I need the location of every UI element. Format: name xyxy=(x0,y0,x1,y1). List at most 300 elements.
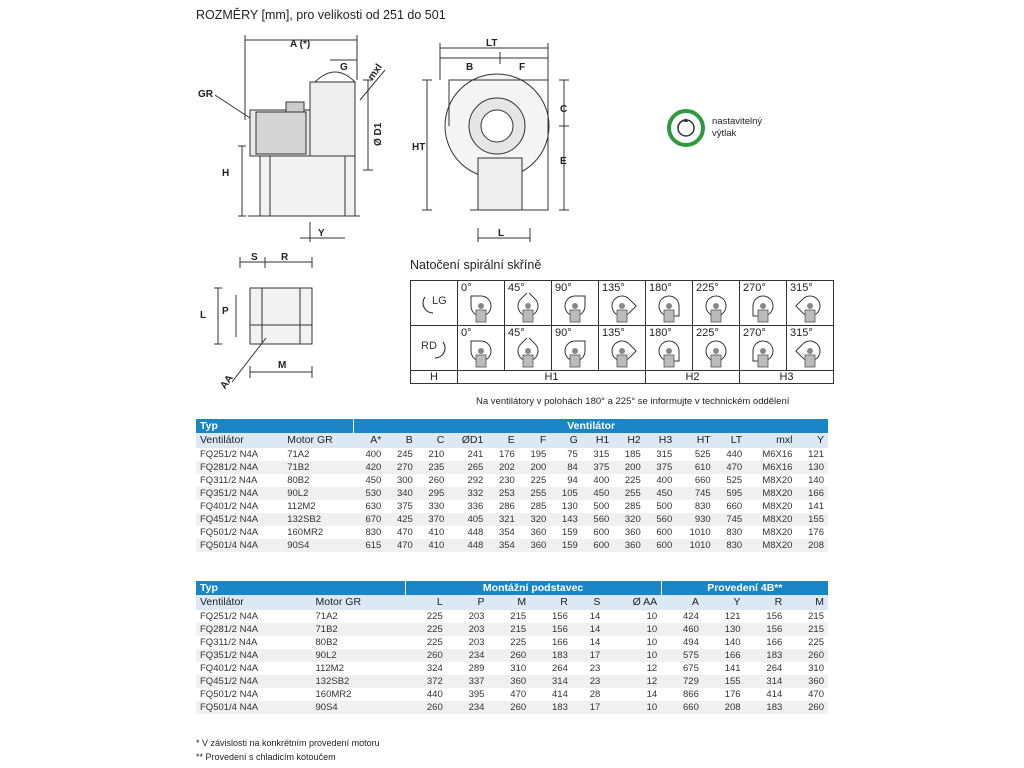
label-LT: LT xyxy=(486,38,498,49)
page-title: ROZMĚRY [mm], pro velikosti od 251 do 501 xyxy=(196,8,446,22)
table-cell: 195 xyxy=(530,449,547,460)
dimensions-table xyxy=(196,419,828,552)
table-cell: 830 xyxy=(715,539,746,552)
table-cell: 525 xyxy=(726,475,743,486)
table-row xyxy=(196,448,828,461)
table-cell: 112M2 xyxy=(287,501,316,512)
table-cell: 12 xyxy=(604,675,661,688)
table-cell: 202 xyxy=(487,461,518,474)
table-cell: 289 xyxy=(468,663,485,674)
column-header-cell: M xyxy=(786,595,828,610)
column-header-cell: B xyxy=(385,433,416,448)
table-cell: 375 xyxy=(582,461,613,474)
rotation-cell: 0° xyxy=(458,281,505,326)
table-cell: 414 xyxy=(766,689,783,700)
clockwise-icon xyxy=(419,334,449,360)
table-cell: 71B2 xyxy=(312,623,406,636)
fan-housing-icon xyxy=(560,338,590,368)
rotation-cell: 0° xyxy=(458,326,505,371)
table-cell: 143 xyxy=(550,513,581,526)
table-cell: 354 xyxy=(487,539,518,552)
table-cell: 470 xyxy=(715,461,746,474)
table-cell: 234 xyxy=(447,649,489,662)
fan-housing-icon xyxy=(654,338,684,368)
table-cell: 336 xyxy=(467,501,484,512)
table-cell: 315 xyxy=(656,449,673,460)
table-row xyxy=(196,539,828,552)
table-cell: 264 xyxy=(766,663,783,674)
rotation-cell: 270° xyxy=(740,326,787,371)
column-header-cell: Motor GR xyxy=(283,433,354,448)
table-cell: 14 xyxy=(589,611,601,622)
table-cell: 10 xyxy=(604,649,661,662)
rotation-cell: 90° xyxy=(552,281,599,326)
footer-H1: H1 xyxy=(458,371,646,384)
column-header-cell: HT xyxy=(676,433,714,448)
label-mxl: mxl xyxy=(365,62,385,83)
label-Y: Y xyxy=(318,228,325,239)
rotation-row-lg xyxy=(411,281,834,326)
table-cell: 337 xyxy=(447,675,489,688)
rotation-cell: 135° xyxy=(599,326,646,371)
table-cell: 12 xyxy=(646,663,658,674)
column-header-cell: S xyxy=(572,595,604,610)
table-cell: FQ311/2 N4A xyxy=(200,475,258,486)
table-cell: 94 xyxy=(567,475,578,486)
table-cell: 159 xyxy=(550,539,581,552)
table-row xyxy=(196,513,828,526)
table-cell: 121 xyxy=(724,611,741,622)
rotation-cell: 315° xyxy=(787,281,834,326)
rotation-cell: 45° xyxy=(505,326,552,371)
group-header-cell: Provedení 4B** xyxy=(661,581,828,595)
rotation-cell: 180° xyxy=(646,326,693,371)
table-cell: 660 xyxy=(661,701,703,714)
table-cell: 670 xyxy=(354,513,385,526)
table-cell: 285 xyxy=(530,501,547,512)
table-cell: 660 xyxy=(726,501,743,512)
column-header-cell: Y xyxy=(796,433,828,448)
column-header-cell: M xyxy=(488,595,530,610)
column-header-cell: L xyxy=(405,595,447,610)
table-cell: 265 xyxy=(448,461,487,474)
label-HT: HT xyxy=(412,142,426,153)
table-cell: 253 xyxy=(487,487,518,500)
table-cell: 17 xyxy=(572,649,604,662)
table-cell: 370 xyxy=(417,513,448,526)
table-cell: 324 xyxy=(426,663,443,674)
table-cell: 10 xyxy=(604,623,661,636)
table-cell: M8X20 xyxy=(746,539,796,552)
table-cell: 600 xyxy=(593,527,610,538)
table-cell: 225 xyxy=(405,623,447,636)
table-cell: 560 xyxy=(645,513,676,526)
table-cell: FQ401/2 N4A xyxy=(200,663,259,674)
table-cell: 295 xyxy=(417,487,448,500)
table-cell: 215 xyxy=(510,611,527,622)
table-cell: 132SB2 xyxy=(283,513,354,526)
table-cell: 235 xyxy=(417,461,448,474)
table-cell: 270 xyxy=(385,461,416,474)
table-cell: 84 xyxy=(550,461,581,474)
label-G: G xyxy=(340,62,348,73)
table-cell: 23 xyxy=(572,675,604,688)
table-row xyxy=(196,636,828,649)
table-cell: 245 xyxy=(396,449,413,460)
table-cell: 286 xyxy=(498,501,515,512)
table-cell: 80B2 xyxy=(315,637,338,648)
rotation-footer xyxy=(411,371,834,384)
table-cell: 225 xyxy=(426,611,443,622)
rotation-cell: 315° xyxy=(787,326,834,371)
label-AA: AA xyxy=(218,373,236,392)
rotation-row-label xyxy=(411,326,458,371)
adjustable-discharge-icon xyxy=(666,108,706,148)
table-cell: 208 xyxy=(703,701,745,714)
table-cell: 166 xyxy=(796,487,828,500)
table-cell: 424 xyxy=(683,611,699,622)
table-cell: 260 xyxy=(488,701,530,714)
label-R: R xyxy=(281,252,289,263)
table-column-header xyxy=(196,433,828,448)
table-cell: 450 xyxy=(365,475,382,486)
table-cell: FQ451/2 N4A xyxy=(196,513,283,526)
group-header-cell: Typ xyxy=(196,581,405,595)
table-cell: 264 xyxy=(552,663,568,674)
table-cell: 215 xyxy=(786,623,828,636)
table-row xyxy=(196,623,828,636)
group-header-cell: Ventilátor xyxy=(354,419,828,433)
table-cell: 140 xyxy=(724,637,741,648)
table-cell: 10 xyxy=(646,611,658,622)
table-cell: M8X20 xyxy=(762,501,793,512)
column-header-cell: Ventilátor xyxy=(196,595,312,610)
table-row xyxy=(196,662,828,675)
column-header-cell: P xyxy=(447,595,489,610)
table-cell: 745 xyxy=(715,513,746,526)
table-cell: 183 xyxy=(745,701,787,714)
table-cell: 75 xyxy=(567,449,578,460)
adjustable-discharge-label xyxy=(712,116,782,140)
table-cell: 160MR2 xyxy=(315,689,352,700)
table-cell: 156 xyxy=(552,611,568,622)
table-cell: 90S4 xyxy=(312,701,406,714)
table-cell: FQ281/2 N4A xyxy=(196,461,283,474)
table-cell: 310 xyxy=(808,663,824,674)
table-cell: 90L2 xyxy=(283,487,354,500)
label-D1: Ø D1 xyxy=(373,122,384,146)
table-cell: 1010 xyxy=(676,539,714,552)
table-row xyxy=(196,474,828,487)
column-header-cell: F xyxy=(519,433,550,448)
table-cell: 595 xyxy=(715,487,746,500)
table-cell: FQ501/4 N4A xyxy=(196,539,283,552)
table-cell: 410 xyxy=(428,527,445,538)
table-cell: 130 xyxy=(796,461,828,474)
table-cell: 600 xyxy=(645,539,676,552)
table-cell: 156 xyxy=(766,611,783,622)
table-cell: 930 xyxy=(676,513,714,526)
table-cell: 500 xyxy=(593,501,610,512)
group-header-cell: Typ xyxy=(196,419,354,433)
table-cell: 866 xyxy=(683,689,699,700)
table-cell: 255 xyxy=(519,487,550,500)
badge-line2: výtlak xyxy=(712,128,737,139)
fan-housing-icon xyxy=(513,338,543,368)
table-cell: 155 xyxy=(796,513,828,526)
table-cell: 183 xyxy=(530,701,572,714)
footer-H2: H2 xyxy=(646,371,740,384)
table-cell: 400 xyxy=(656,475,673,486)
table-cell: 450 xyxy=(582,487,613,500)
table-cell: FQ251/2 N4A xyxy=(200,449,259,460)
table-cell: 340 xyxy=(385,487,416,500)
table-cell: 260 xyxy=(786,701,828,714)
table-cell: 600 xyxy=(656,527,673,538)
rotation-table xyxy=(410,280,834,384)
table-cell: 225 xyxy=(426,637,443,648)
table-cell: 185 xyxy=(624,449,641,460)
table-cell: M8X20 xyxy=(762,475,793,486)
table-cell: 183 xyxy=(745,649,787,662)
label-F: F xyxy=(519,62,526,73)
table-cell: 130 xyxy=(703,623,745,636)
table-cell: 71A2 xyxy=(315,611,338,622)
svg-text:LG: LG xyxy=(432,294,447,307)
table-cell: 166 xyxy=(703,649,745,662)
table-cell: 225 xyxy=(530,475,547,486)
fan-housing-icon xyxy=(513,293,543,323)
table-row xyxy=(196,675,828,688)
table-cell: 354 xyxy=(498,527,515,538)
group-header-cell: Montážní podstavec xyxy=(405,581,661,595)
table-cell: 315 xyxy=(593,449,610,460)
fan-housing-icon xyxy=(560,293,590,323)
table-row xyxy=(196,500,828,513)
fan-housing-icon xyxy=(748,293,778,323)
column-header-cell: H2 xyxy=(613,433,644,448)
table-cell: 159 xyxy=(561,527,578,538)
table-cell: 310 xyxy=(510,663,527,674)
table-group-header xyxy=(196,419,828,433)
table-row xyxy=(196,487,828,500)
table-cell: 729 xyxy=(661,675,703,688)
fan-housing-icon xyxy=(607,338,637,368)
table-cell: 260 xyxy=(405,649,447,662)
footnote-2: ** Provedení s chladicím kotoučem xyxy=(196,752,336,762)
table-cell: 300 xyxy=(396,475,413,486)
column-header-cell: Ø AA xyxy=(604,595,661,610)
rotation-cell: 225° xyxy=(693,326,740,371)
table-cell: 260 xyxy=(488,649,530,662)
label-H: H xyxy=(222,168,230,179)
footnote-1: * V závislosti na konkrétním provedení motoru xyxy=(196,738,380,748)
table-cell: 203 xyxy=(468,611,485,622)
table-cell: 830 xyxy=(726,527,743,538)
table-row xyxy=(196,461,828,474)
column-header-cell: LT xyxy=(715,433,746,448)
rotation-cell: 270° xyxy=(740,281,787,326)
table-cell: 183 xyxy=(530,649,572,662)
table-cell: 405 xyxy=(448,513,487,526)
table-cell: 360 xyxy=(624,527,641,538)
table-cell: 176 xyxy=(808,527,824,538)
table-cell: 225 xyxy=(808,637,824,648)
table-cell: FQ281/2 N4A xyxy=(196,623,312,636)
table-cell: 292 xyxy=(467,475,484,486)
fan-housing-icon xyxy=(701,338,731,368)
table-cell: 80B2 xyxy=(287,475,310,486)
table-cell: 141 xyxy=(808,501,824,512)
table-row xyxy=(196,649,828,662)
table-cell: 600 xyxy=(582,539,613,552)
table-cell: 215 xyxy=(808,611,824,622)
table-cell: M8X20 xyxy=(762,527,793,538)
table-cell: 140 xyxy=(808,475,824,486)
fan-housing-icon xyxy=(466,338,496,368)
table-cell: 448 xyxy=(467,527,484,538)
table-cell: 17 xyxy=(572,701,604,714)
table-cell: 234 xyxy=(447,701,489,714)
table-row xyxy=(196,688,828,701)
svg-text:RD: RD xyxy=(421,339,437,352)
table-cell: 141 xyxy=(724,663,741,674)
table-cell: 71B2 xyxy=(283,461,354,474)
footer-H: H xyxy=(411,371,458,384)
table-cell: FQ351/2 N4A xyxy=(196,487,283,500)
table-cell: 225 xyxy=(510,637,527,648)
table-cell: 14 xyxy=(589,637,601,648)
table-cell: 210 xyxy=(428,449,445,460)
label-C: C xyxy=(560,104,568,115)
table-row xyxy=(196,526,828,539)
table-cell: 470 xyxy=(385,539,416,552)
column-header-cell: A* xyxy=(354,433,385,448)
table-cell: 375 xyxy=(396,501,413,512)
table-cell: 610 xyxy=(676,461,714,474)
table-cell: 395 xyxy=(468,689,485,700)
table-cell: 320 xyxy=(519,513,550,526)
mounting-table xyxy=(196,581,828,714)
table-cell: FQ351/2 N4A xyxy=(196,649,312,662)
table-cell: 410 xyxy=(417,539,448,552)
rotation-note: Na ventilátory v polohách 180° a 225° se informujte v technickém oddělení xyxy=(476,396,790,407)
table-cell: 155 xyxy=(703,675,745,688)
table-cell: 494 xyxy=(683,637,699,648)
table-cell: FQ501/2 N4A xyxy=(200,527,259,538)
table-cell: 420 xyxy=(354,461,385,474)
table-cell: 10 xyxy=(604,701,661,714)
table-cell: 203 xyxy=(447,623,489,636)
table-cell: 241 xyxy=(467,449,484,460)
fan-housing-icon xyxy=(795,338,825,368)
table-cell: 615 xyxy=(354,539,385,552)
table-cell: 830 xyxy=(694,501,711,512)
table-cell: 23 xyxy=(589,663,601,674)
table-cell: 203 xyxy=(468,637,485,648)
footer-H3: H3 xyxy=(740,371,834,384)
table-cell: 166 xyxy=(766,637,783,648)
table-cell: 1010 xyxy=(689,527,711,538)
table-cell: 130 xyxy=(561,501,578,512)
table-cell: 448 xyxy=(448,539,487,552)
table-column-header xyxy=(196,595,828,610)
fan-housing-icon xyxy=(701,293,731,323)
table-cell: 166 xyxy=(552,637,568,648)
table-cell: 105 xyxy=(550,487,581,500)
table-cell: 321 xyxy=(487,513,518,526)
rotation-row-label xyxy=(411,281,458,326)
table-cell: 470 xyxy=(510,689,527,700)
rotation-cell: 225° xyxy=(693,281,740,326)
table-cell: 314 xyxy=(745,675,787,688)
table-cell: 255 xyxy=(613,487,644,500)
table-cell: 360 xyxy=(786,675,828,688)
table-cell: FQ501/4 N4A xyxy=(196,701,312,714)
table-row xyxy=(196,701,828,714)
table-cell: 320 xyxy=(613,513,644,526)
table-cell: 470 xyxy=(396,527,413,538)
table-cell: 10 xyxy=(646,637,658,648)
rotation-row-rd xyxy=(411,326,834,371)
table-cell: 230 xyxy=(498,475,515,486)
table-cell: 660 xyxy=(694,475,711,486)
table-cell: FQ401/2 N4A xyxy=(200,501,259,512)
column-header-cell: H1 xyxy=(582,433,613,448)
table-cell: 332 xyxy=(448,487,487,500)
rotation-cell: 90° xyxy=(552,326,599,371)
table-cell: M8X20 xyxy=(746,487,796,500)
table-cell: 132SB2 xyxy=(312,675,406,688)
badge-line1: nastavitelný xyxy=(712,116,763,127)
table-cell: 330 xyxy=(428,501,445,512)
fan-housing-icon xyxy=(748,338,778,368)
fan-housing-icon xyxy=(795,293,825,323)
table-cell: 375 xyxy=(645,461,676,474)
table-cell: 450 xyxy=(645,487,676,500)
table-cell: 90L2 xyxy=(312,649,406,662)
table-cell: 260 xyxy=(786,649,828,662)
table-cell: 14 xyxy=(646,689,658,700)
column-header-cell: Ventilátor xyxy=(196,433,283,448)
table-cell: 630 xyxy=(365,501,382,512)
table-cell: 121 xyxy=(808,449,824,460)
table-cell: 530 xyxy=(354,487,385,500)
rotation-title: Natočení spirální skříně xyxy=(410,258,542,272)
table-cell: 71A2 xyxy=(287,449,310,460)
table-cell: 260 xyxy=(405,701,447,714)
table-cell: FQ251/2 N4A xyxy=(200,611,259,622)
label-E: E xyxy=(560,156,567,167)
table-row xyxy=(196,610,828,623)
rotation-cell: 45° xyxy=(505,281,552,326)
label-GR: GR xyxy=(198,89,213,100)
table-cell: M6X16 xyxy=(746,461,796,474)
table-cell: 560 xyxy=(582,513,613,526)
fan-housing-icon xyxy=(466,293,496,323)
table-cell: 260 xyxy=(428,475,445,486)
label-M: M xyxy=(278,360,287,371)
table-cell: 470 xyxy=(808,689,824,700)
table-cell: 200 xyxy=(519,461,550,474)
table-cell: 208 xyxy=(796,539,828,552)
table-cell: 360 xyxy=(613,539,644,552)
table-cell: 360 xyxy=(530,527,547,538)
table-cell: 675 xyxy=(683,663,699,674)
column-header-cell: E xyxy=(487,433,518,448)
table-cell: 156 xyxy=(745,623,787,636)
table-cell: 90S4 xyxy=(283,539,354,552)
